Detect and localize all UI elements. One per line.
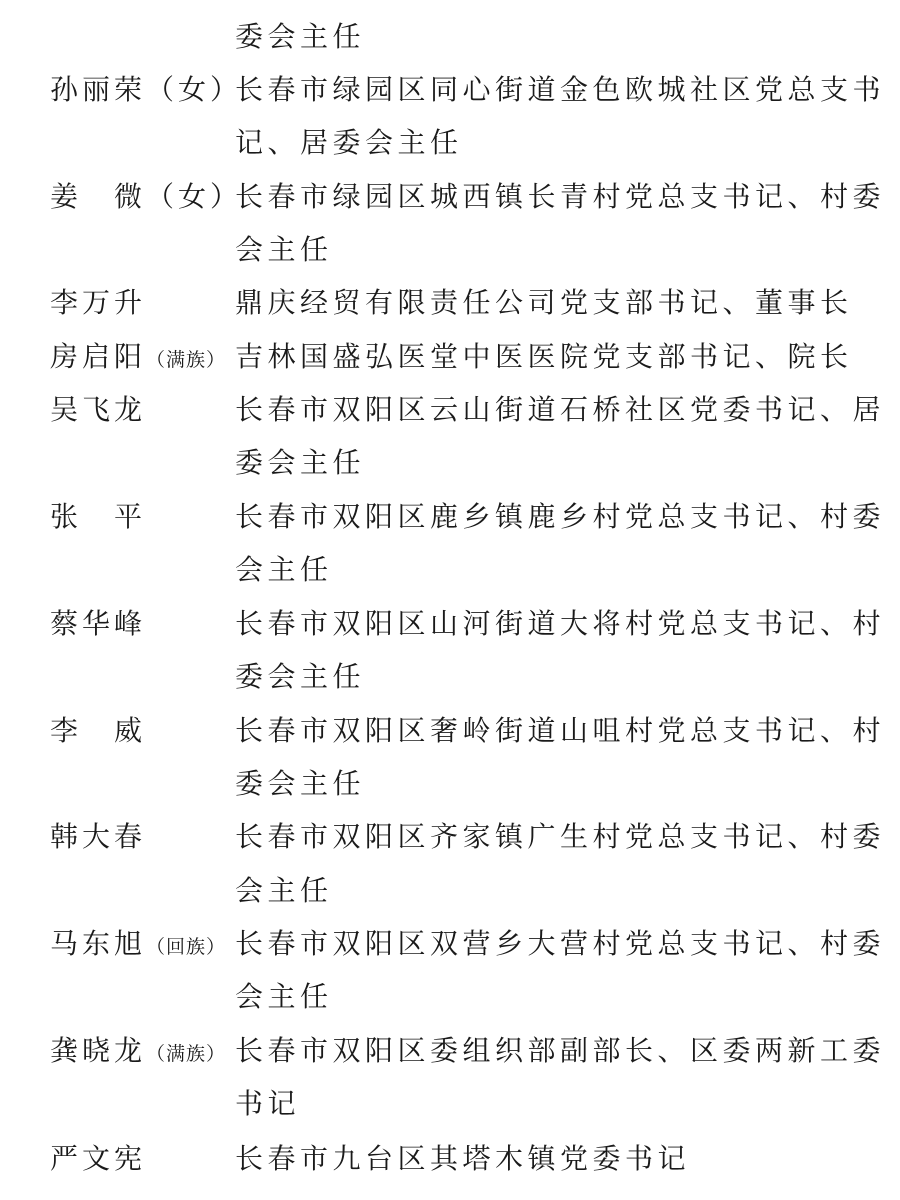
person-name: 孙丽荣（女） xyxy=(50,73,243,106)
list-line xyxy=(0,223,900,277)
person-name: 姜 微（女） xyxy=(50,180,243,213)
position-description: 长春市绿园区同心街道金色欧城社区党总支书 xyxy=(235,73,886,106)
person-name: 张 平 xyxy=(50,500,147,533)
list-line xyxy=(0,704,900,758)
list-line xyxy=(0,383,900,437)
list-line xyxy=(0,757,900,811)
list-line xyxy=(0,1024,900,1078)
position-description: 委会主任 xyxy=(235,767,366,800)
list-line xyxy=(0,917,900,971)
position-description: 长春市绿园区城西镇长青村党总支书记、村委 xyxy=(235,180,886,213)
list-line xyxy=(0,650,900,704)
position-description: 长春市双阳区云山街道石桥社区党委书记、居 xyxy=(235,393,886,426)
position-description: 鼎庆经贸有限责任公司党支部书记、董事长 xyxy=(235,286,853,319)
list-line xyxy=(0,170,900,224)
person-name: 蔡华峰 xyxy=(50,607,147,640)
list-line xyxy=(0,436,900,490)
list-line xyxy=(0,864,900,918)
list-line xyxy=(0,543,900,597)
list-line xyxy=(0,1132,900,1186)
position-description: 吉林国盛弘医堂中医医院党支部书记、院长 xyxy=(235,340,853,373)
person-name: 韩大春 xyxy=(50,820,147,853)
position-description: 会主任 xyxy=(235,980,333,1013)
position-description: 会主任 xyxy=(235,553,333,586)
list-line xyxy=(0,597,900,651)
person-name: 吴飞龙 xyxy=(50,393,147,426)
position-description: 会主任 xyxy=(235,233,333,266)
person-name: 李万升 xyxy=(50,286,147,319)
list-line xyxy=(0,116,900,170)
person-name: 李 威 xyxy=(50,714,147,747)
position-description: 长春市双阳区齐家镇广生村党总支书记、村委 xyxy=(235,820,886,853)
list-line xyxy=(0,10,900,64)
position-description: 长春市九台区其塔木镇党委书记 xyxy=(235,1142,691,1175)
list-line xyxy=(0,330,900,384)
list-line xyxy=(0,63,900,117)
person-name: 龚晓龙（满族） xyxy=(50,1034,227,1067)
position-description: 书记 xyxy=(235,1087,301,1120)
list-line xyxy=(0,490,900,544)
position-description: 长春市双阳区委组织部副部长、区委两新工委 xyxy=(235,1034,886,1067)
position-description: 长春市双阳区鹿乡镇鹿乡村党总支书记、村委 xyxy=(235,500,886,533)
position-description: 委会主任 xyxy=(235,20,366,53)
position-description: 长春市双阳区双营乡大营村党总支书记、村委 xyxy=(235,927,886,960)
position-description: 委会主任 xyxy=(235,660,366,693)
person-name: 房启阳（满族） xyxy=(50,340,227,373)
position-description: 委会主任 xyxy=(235,446,366,479)
list-line xyxy=(0,276,900,330)
list-line xyxy=(0,970,900,1024)
person-name: 严文宪 xyxy=(50,1142,147,1175)
position-description: 长春市双阳区奢岭街道山咀村党总支书记、村 xyxy=(235,714,886,747)
position-description: 会主任 xyxy=(235,874,333,907)
list-line xyxy=(0,810,900,864)
person-name: 马东旭（回族） xyxy=(50,927,227,960)
position-description: 记、居委会主任 xyxy=(235,126,463,159)
position-description: 长春市双阳区山河街道大将村党总支书记、村 xyxy=(235,607,886,640)
list-line xyxy=(0,1077,900,1131)
